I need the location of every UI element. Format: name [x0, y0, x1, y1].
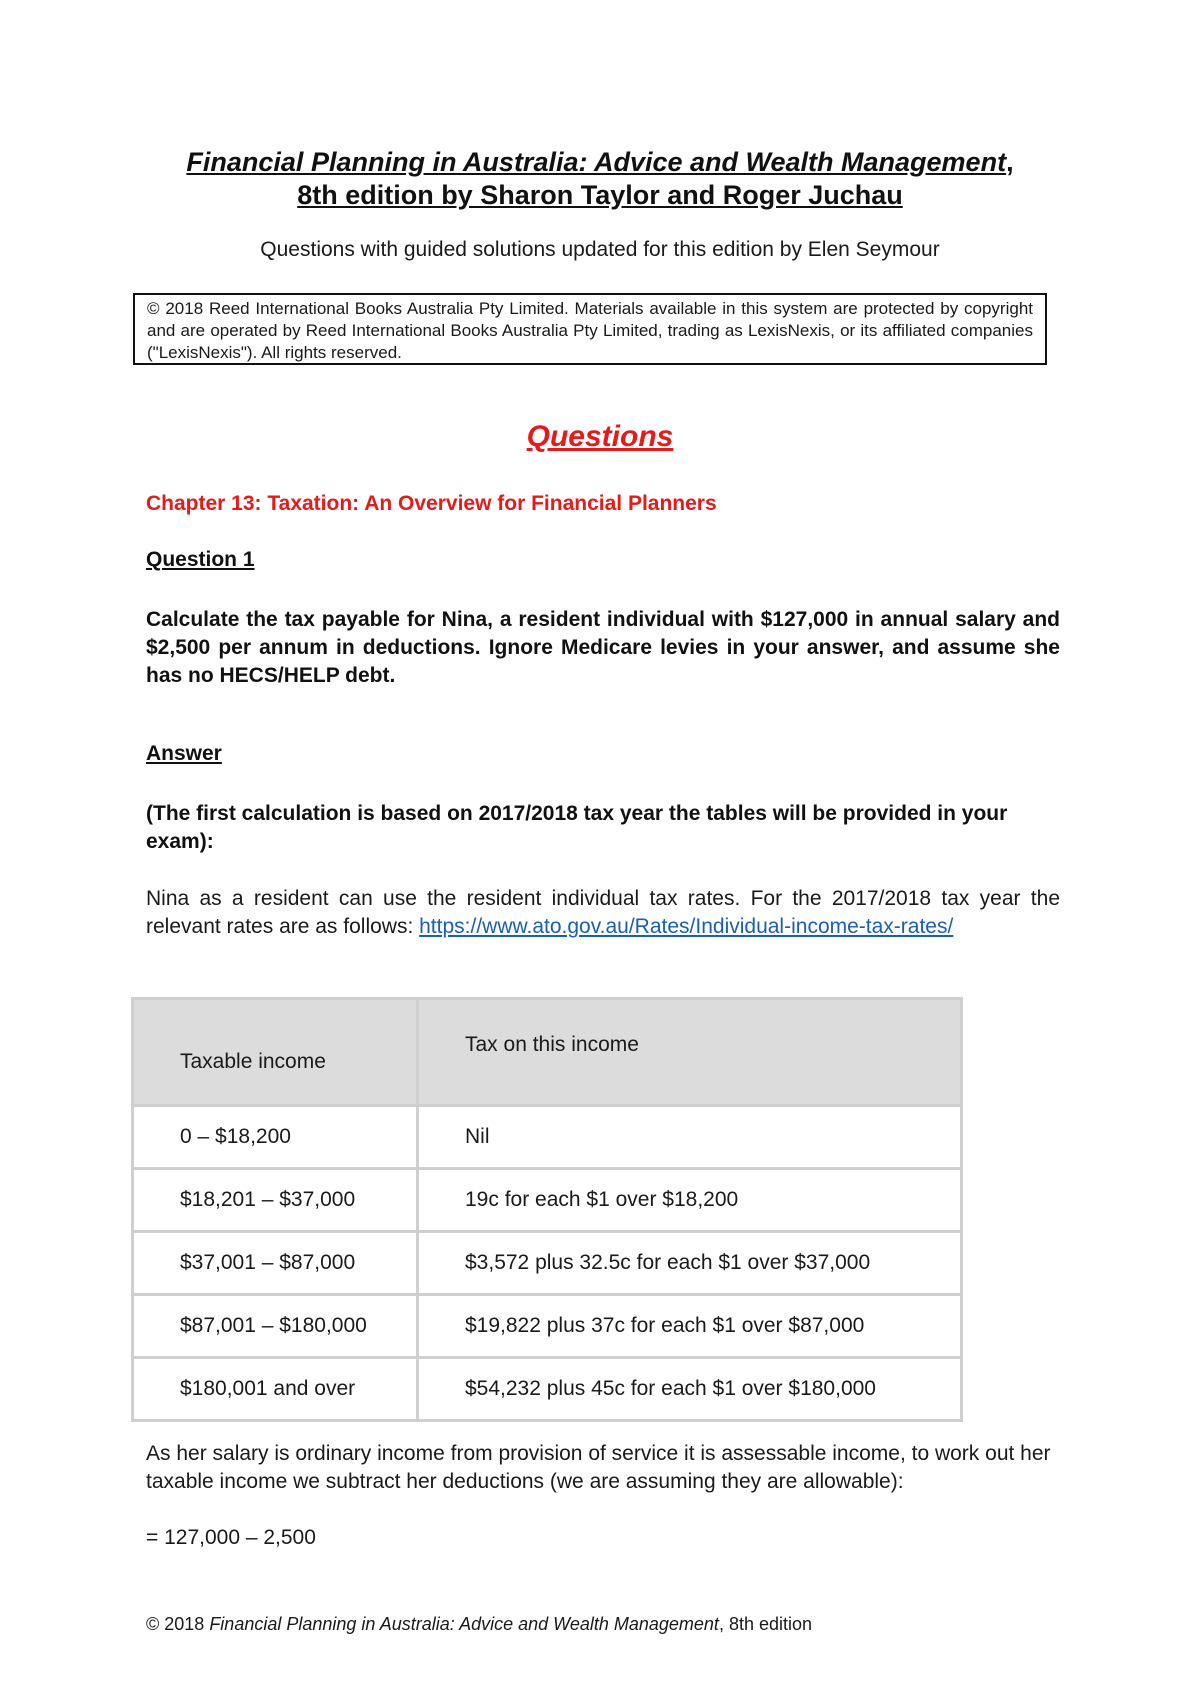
- book-title-line-2: 8th edition by Sharon Taylor and Roger Juchau: [297, 180, 903, 210]
- tax-amount-cell: $3,572 plus 32.5c for each $1 over $37,000: [418, 1232, 962, 1295]
- table-row: [133, 1358, 962, 1421]
- answer-label: Answer: [146, 742, 222, 765]
- tax-amount-cell: $54,232 plus 45c for each $1 over $180,000: [418, 1358, 962, 1421]
- table-row: [133, 1106, 962, 1169]
- footer-prefix: © 2018: [146, 1614, 210, 1634]
- book-title-comma: ,: [1006, 147, 1014, 177]
- column-header-taxable-income: Taxable income: [133, 999, 418, 1106]
- table-row: [133, 1232, 962, 1295]
- tax-amount-cell: $19,822 plus 37c for each $1 over $87,000: [418, 1295, 962, 1358]
- taxable-income-cell: 0 – $18,200: [133, 1106, 418, 1169]
- footer-book-title: Financial Planning in Australia: Advice and Wealth Management: [209, 1614, 719, 1634]
- taxable-income-cell: $18,201 – $37,000: [133, 1169, 418, 1232]
- question-label: Question 1: [146, 548, 255, 571]
- calculation-line: = 127,000 – 2,500: [146, 1526, 316, 1549]
- ato-rates-link[interactable]: https://www.ato.gov.au/Rates/Individual-income-tax-rates/: [419, 915, 954, 938]
- rates-paragraph-text: Nina as a resident can use the resident individual tax rates. For the 2017/2018 tax year the relevant rates are as follows:: [146, 887, 1060, 938]
- footer-suffix: , 8th edition: [718, 1614, 813, 1634]
- table-header-row: [133, 999, 962, 1106]
- page-footer: [146, 1614, 812, 1635]
- taxable-income-cell: $87,001 – $180,000: [133, 1295, 418, 1358]
- subtitle: Questions with guided solutions updated for this edition by Elen Seymour: [260, 238, 940, 261]
- question-text: Calculate the tax payable for Nina, a resident individual with $127,000 in annual salary and $2,500 per annum in deductions. Ignore Medicare levies in your answer, and assume she has no HECS/HELP debt.: [146, 608, 1060, 687]
- copyright-notice: © 2018 Reed International Books Australia Pty Limited. Materials available in this system are protected by copyright and are operated by Reed International Books Australia Pty Limited, trading as LexisNexis, or its affiliated companies ("LexisNexis"). All rights reserved.: [133, 293, 1047, 365]
- answer-note: (The first calculation is based on 2017/2018 tax year the tables will be provided in your exam):: [146, 802, 1008, 853]
- rates-paragraph: [146, 885, 1060, 941]
- tax-amount-cell: 19c for each $1 over $18,200: [418, 1169, 962, 1232]
- taxable-income-cell: $180,001 and over: [133, 1358, 418, 1421]
- taxable-income-paragraph: As her salary is ordinary income from provision of service it is assessable income, to work out her taxable income we subtract her deductions (we are assuming they are allowable):: [146, 1442, 1051, 1493]
- column-header-tax-on-income: Tax on this income: [418, 999, 962, 1106]
- book-title-line-1: [0, 146, 1200, 178]
- book-title: Financial Planning in Australia: Advice and Wealth Management: [186, 147, 1007, 177]
- questions-heading: Questions: [526, 420, 674, 453]
- taxable-income-cell: $37,001 – $87,000: [133, 1232, 418, 1295]
- table-row: [133, 1169, 962, 1232]
- table-row: [133, 1295, 962, 1358]
- chapter-heading: Chapter 13: Taxation: An Overview for Financial Planners: [146, 492, 717, 515]
- tax-amount-cell: Nil: [418, 1106, 962, 1169]
- tax-rates-table: [131, 997, 963, 1422]
